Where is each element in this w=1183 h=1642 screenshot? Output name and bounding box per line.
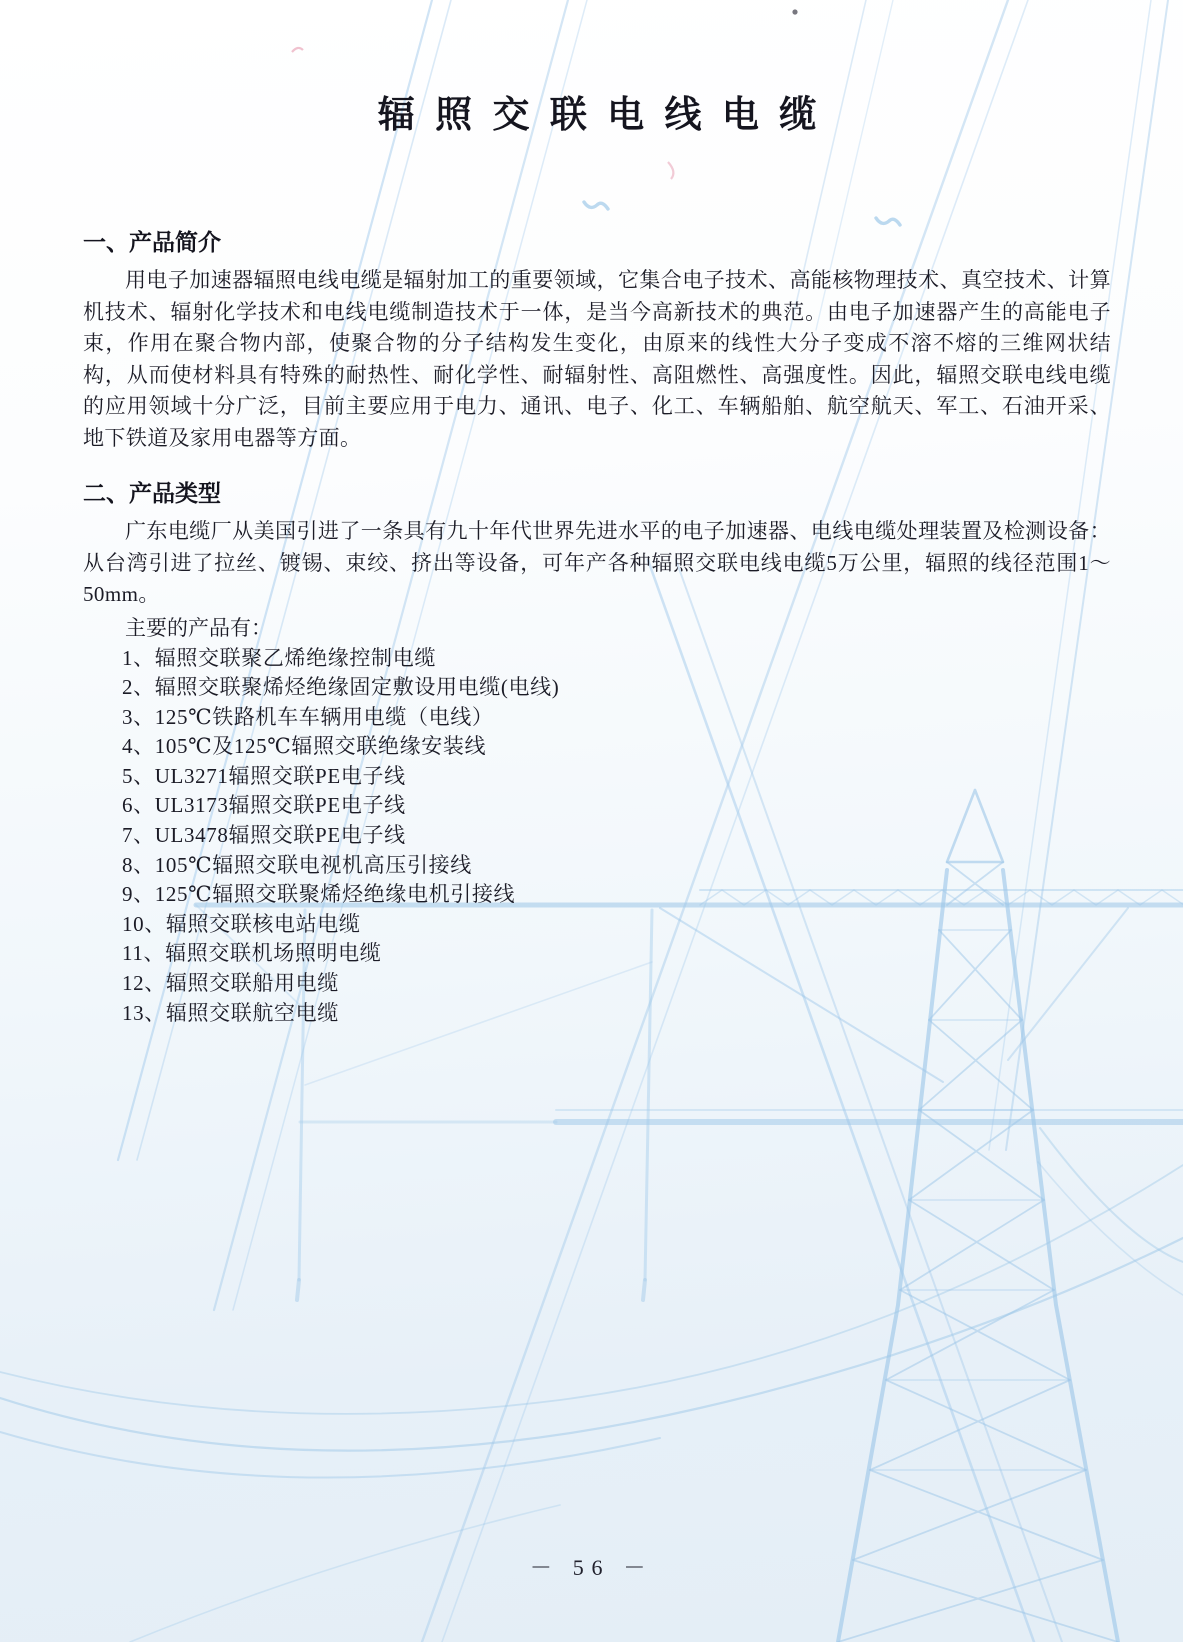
section-2-paragraph: 广东电缆厂从美国引进了一条具有九十年代世界先进水平的电子加速器、电线电缆处理装置及检测设备：从台湾引进了拉丝、镀锡、束绞、挤出等设备，可年产各种辐照交联电线电缆5万公里，辐照的线径范围1～50mm。 (83, 519, 1111, 606)
product-list-item-11: 11、辐照交联机场照明电缆 (122, 941, 382, 966)
product-list-item-6: 6、UL3173辐照交联PE电子线 (122, 793, 406, 818)
product-list-item-10: 10、辐照交联核电站电缆 (122, 911, 361, 936)
section-1-paragraph: 用电子加速器辐照电线电缆是辐射加工的重要领域，它集合电子技术、高能核物理技术、真空技术、计算机技术、辐射化学技术和电线电缆制造技术于一体，是当今高新技术的典范。由电子加速器产生的高能电子束，作用在聚合物内部，使聚合物的分子结构发生变化，由原来的线性大分子变成不溶不熔的三维网状结构，从而使材料具有特殊的耐热性、耐化学性、耐辐射性、高阻燃性、高强度性。因此，辐照交联电线电缆的应用领域十分广泛，目前主要应用于电力、通讯、电子、化工、车辆船舶、航空航天、军工、石油开采、地下铁道及家用电器等方面。 (83, 268, 1111, 450)
section-product-intro (83, 224, 1111, 454)
page-content (83, 0, 1111, 1028)
product-list-item-13: 13、辐照交联航空电缆 (122, 1000, 339, 1025)
page-number: － 56 － (529, 1555, 654, 1580)
product-list (83, 644, 1111, 1029)
product-list-item-2: 2、辐照交联聚烯烃绝缘固定敷设用电缆(电线) (122, 675, 560, 700)
section-product-types (83, 475, 1111, 1028)
page-title: 辐照交联电线电缆 (377, 94, 837, 135)
section-1-heading: 一、产品简介 (83, 229, 221, 255)
section-2-heading: 二、产品类型 (83, 480, 221, 506)
product-list-item-4: 4、105℃及125℃辐照交联绝缘安装线 (122, 734, 487, 759)
product-list-item-1: 1、辐照交联聚乙烯绝缘控制电缆 (122, 645, 436, 670)
product-list-item-3: 3、125℃铁路机车车辆用电缆（电线） (122, 704, 494, 729)
product-list-item-8: 8、105℃辐照交联电视机高压引接线 (122, 852, 472, 877)
product-list-item-7: 7、UL3478辐照交联PE电子线 (122, 823, 406, 848)
product-list-item-5: 5、UL3271辐照交联PE电子线 (122, 763, 406, 788)
product-list-intro: 主要的产品有： (125, 615, 272, 640)
product-list-item-12: 12、辐照交联船用电缆 (122, 971, 339, 996)
product-list-item-9: 9、125℃辐照交联聚烯烃绝缘电机引接线 (122, 882, 516, 907)
